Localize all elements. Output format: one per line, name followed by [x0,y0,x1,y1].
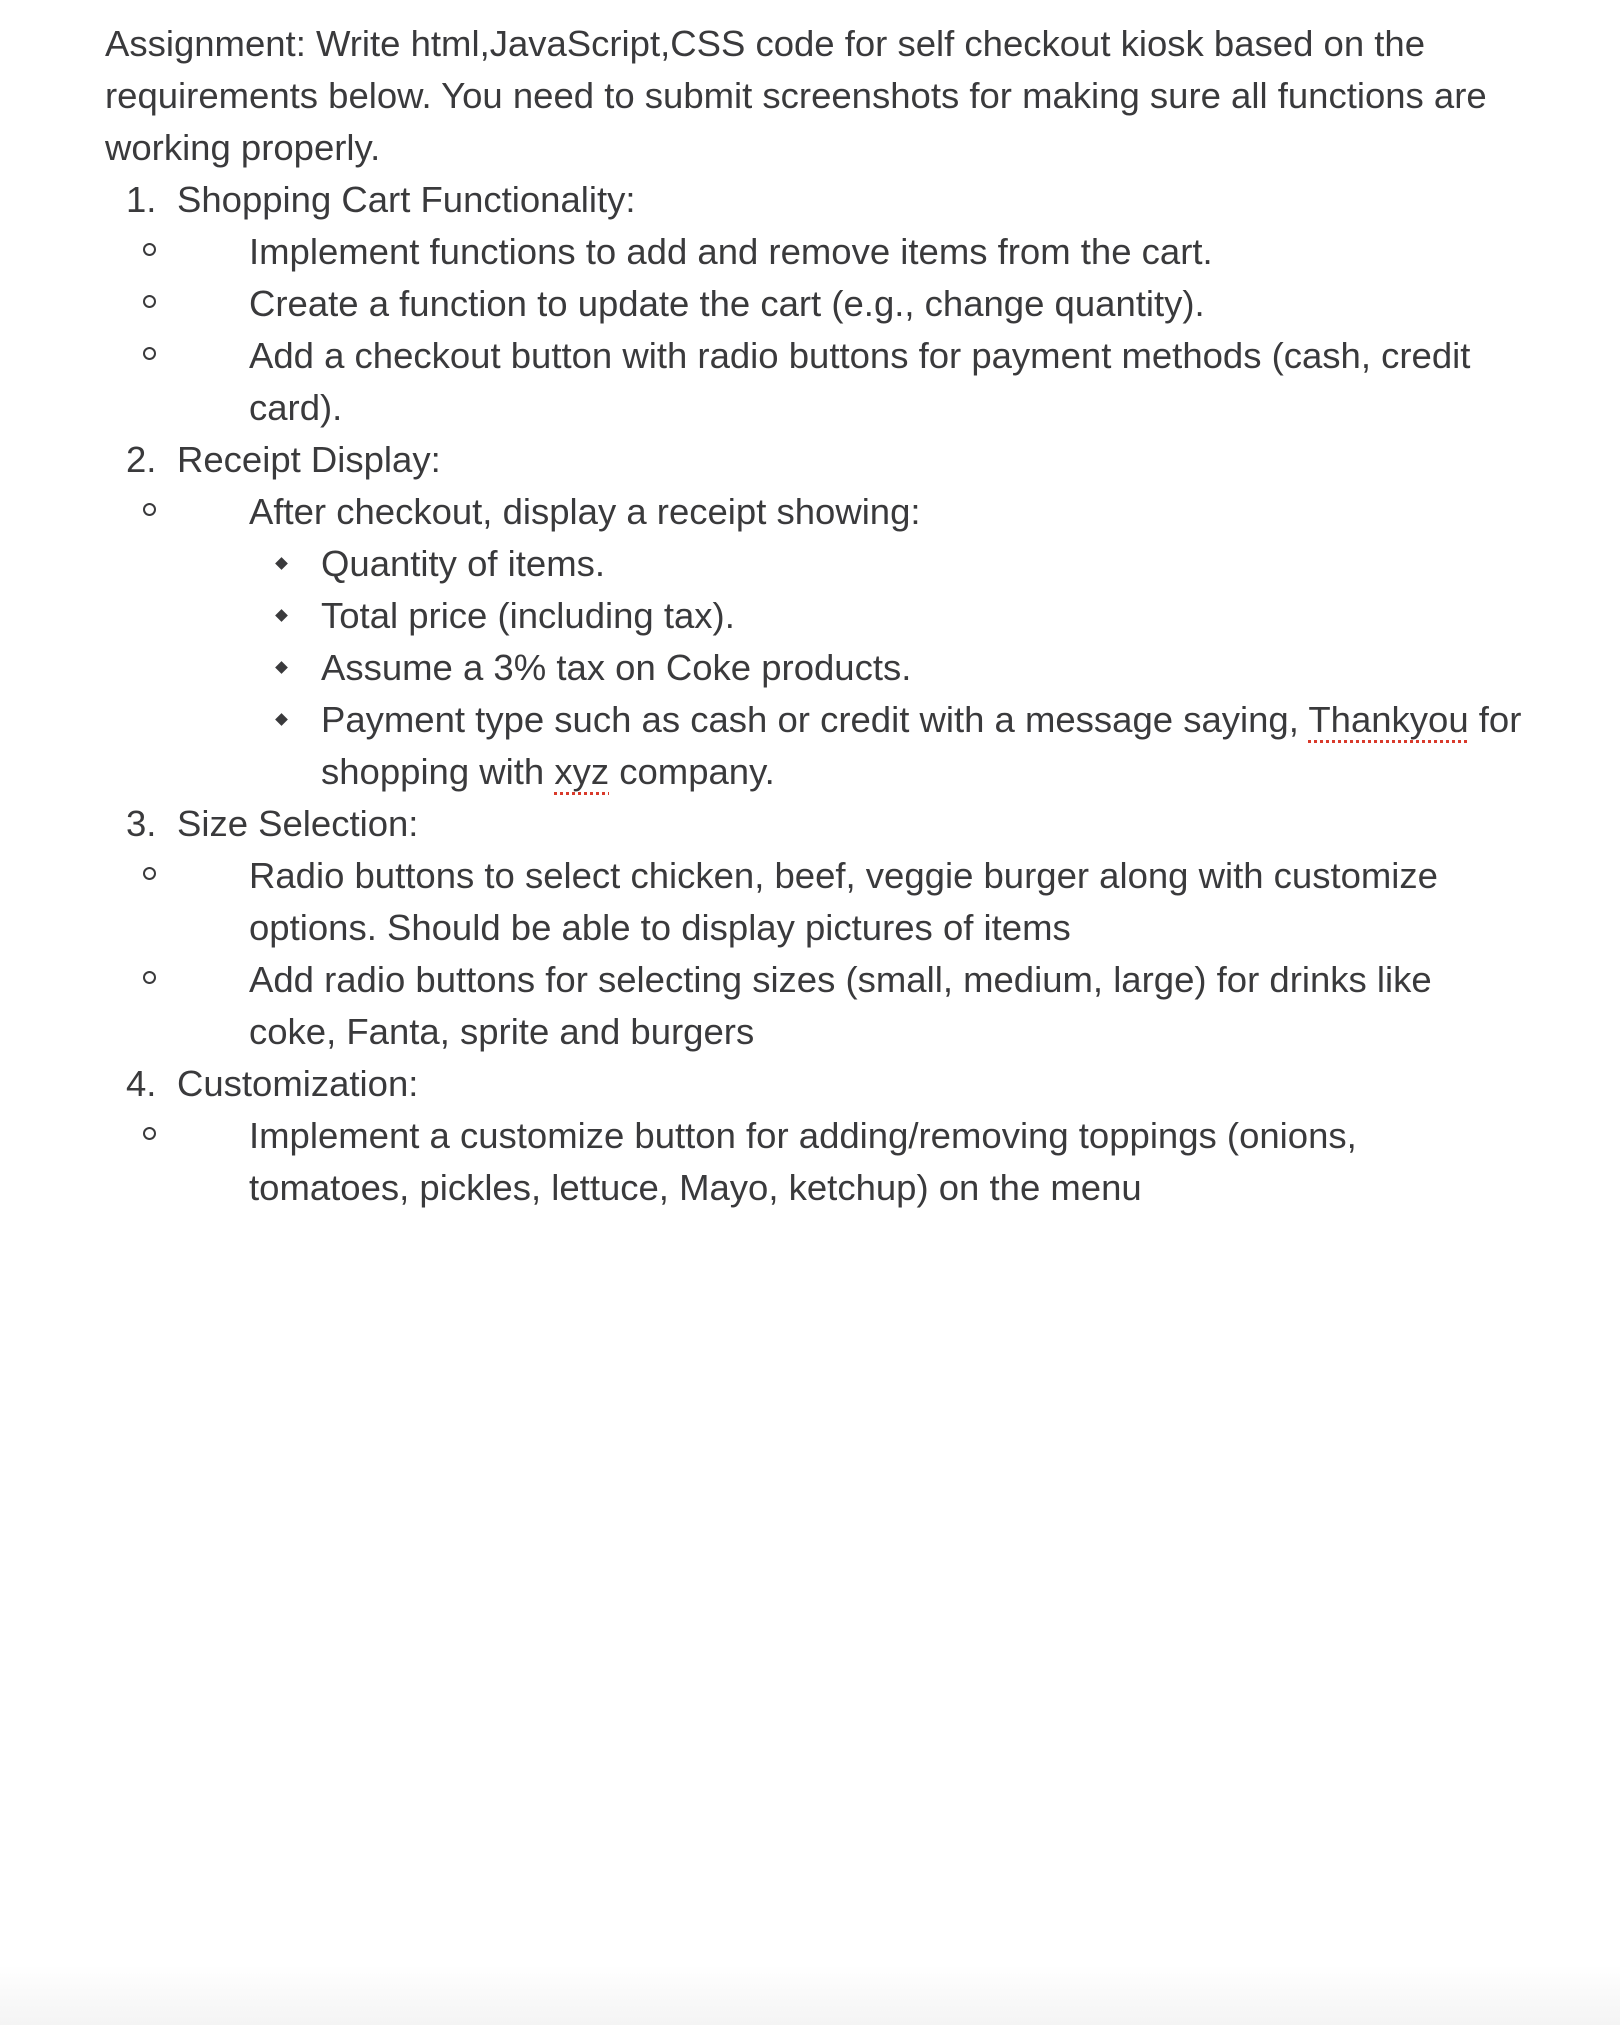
diamond-bullet-icon [275,713,288,726]
payment-message-text: company. [609,751,775,792]
circle-bullet-icon [143,295,156,308]
page-bottom-shade [0,1965,1620,2025]
list-item [177,1110,1525,1214]
list-item [177,486,1525,798]
list-item [177,330,1525,434]
section-customization [105,1058,1525,1214]
sub-list-item-text: Total price (including tax). [321,595,735,636]
circle-bullet-icon [143,243,156,256]
assignment-intro: Assignment: Write html,JavaScript,CSS code for self checkout kiosk based on the requirements below. You need to submit screenshots for making sure all functions are working properly. [105,23,1487,168]
circle-bullet-icon [143,1127,156,1140]
section-size-selection [105,798,1525,1058]
circle-bullet-icon [143,867,156,880]
list-item [177,850,1525,954]
list-item-text: Implement functions to add and remove items from the cart. [249,231,1213,272]
list-item-text: After checkout, display a receipt showing: [249,491,921,532]
diamond-bullet-icon [275,609,288,622]
receipt-subitems [249,538,1525,798]
payment-message-text: for shopping with [321,699,1522,792]
section-items [177,486,1525,798]
list-item [177,278,1525,330]
sub-list-item [249,590,1525,642]
circle-bullet-icon [143,503,156,516]
list-item-text: Create a function to update the cart (e.g., change quantity). [249,283,1205,324]
section-title: Customization: [177,1063,419,1104]
sub-list-item [249,538,1525,590]
diamond-bullet-icon [275,557,288,570]
sub-list-item-text: Assume a 3% tax on Coke products. [321,647,912,688]
section-title: Size Selection: [177,803,419,844]
misspelled-word: xyz [554,751,610,792]
requirements-list [105,174,1525,1214]
section-number: 4. [126,1063,157,1104]
section-title: Shopping Cart Functionality: [177,179,636,220]
list-item-text: Implement a customize button for adding/removing toppings (onions, tomatoes, pickles, lettuce, Mayo, ketchup) on the menu [249,1115,1357,1208]
section-number: 3. [126,803,157,844]
section-items [177,850,1525,1058]
document-body [105,18,1525,1214]
list-item-text: Add a checkout button with radio buttons for payment methods (cash, credit card). [249,335,1471,428]
section-number: 2. [126,439,157,480]
circle-bullet-icon [143,971,156,984]
section-items [177,1110,1525,1214]
sub-list-item [249,642,1525,694]
section-shopping-cart [105,174,1525,434]
sub-list-item-text: Quantity of items. [321,543,605,584]
section-title: Receipt Display: [177,439,441,480]
sub-list-item [249,694,1525,798]
list-item-text: Radio buttons to select chicken, beef, veggie burger along with customize options. Should be able to display pictures of items [249,855,1438,948]
diamond-bullet-icon [275,661,288,674]
payment-message-text: Payment type such as cash or credit with a message saying, [321,699,1309,740]
list-item [177,954,1525,1058]
section-number: 1. [126,179,157,220]
section-items [177,226,1525,434]
misspelled-word: Thankyou [1308,699,1469,740]
circle-bullet-icon [143,347,156,360]
list-item [177,226,1525,278]
list-item-text: Add radio buttons for selecting sizes (small, medium, large) for drinks like coke, Fanta, sprite and burgers [249,959,1432,1052]
section-receipt-display [105,434,1525,798]
